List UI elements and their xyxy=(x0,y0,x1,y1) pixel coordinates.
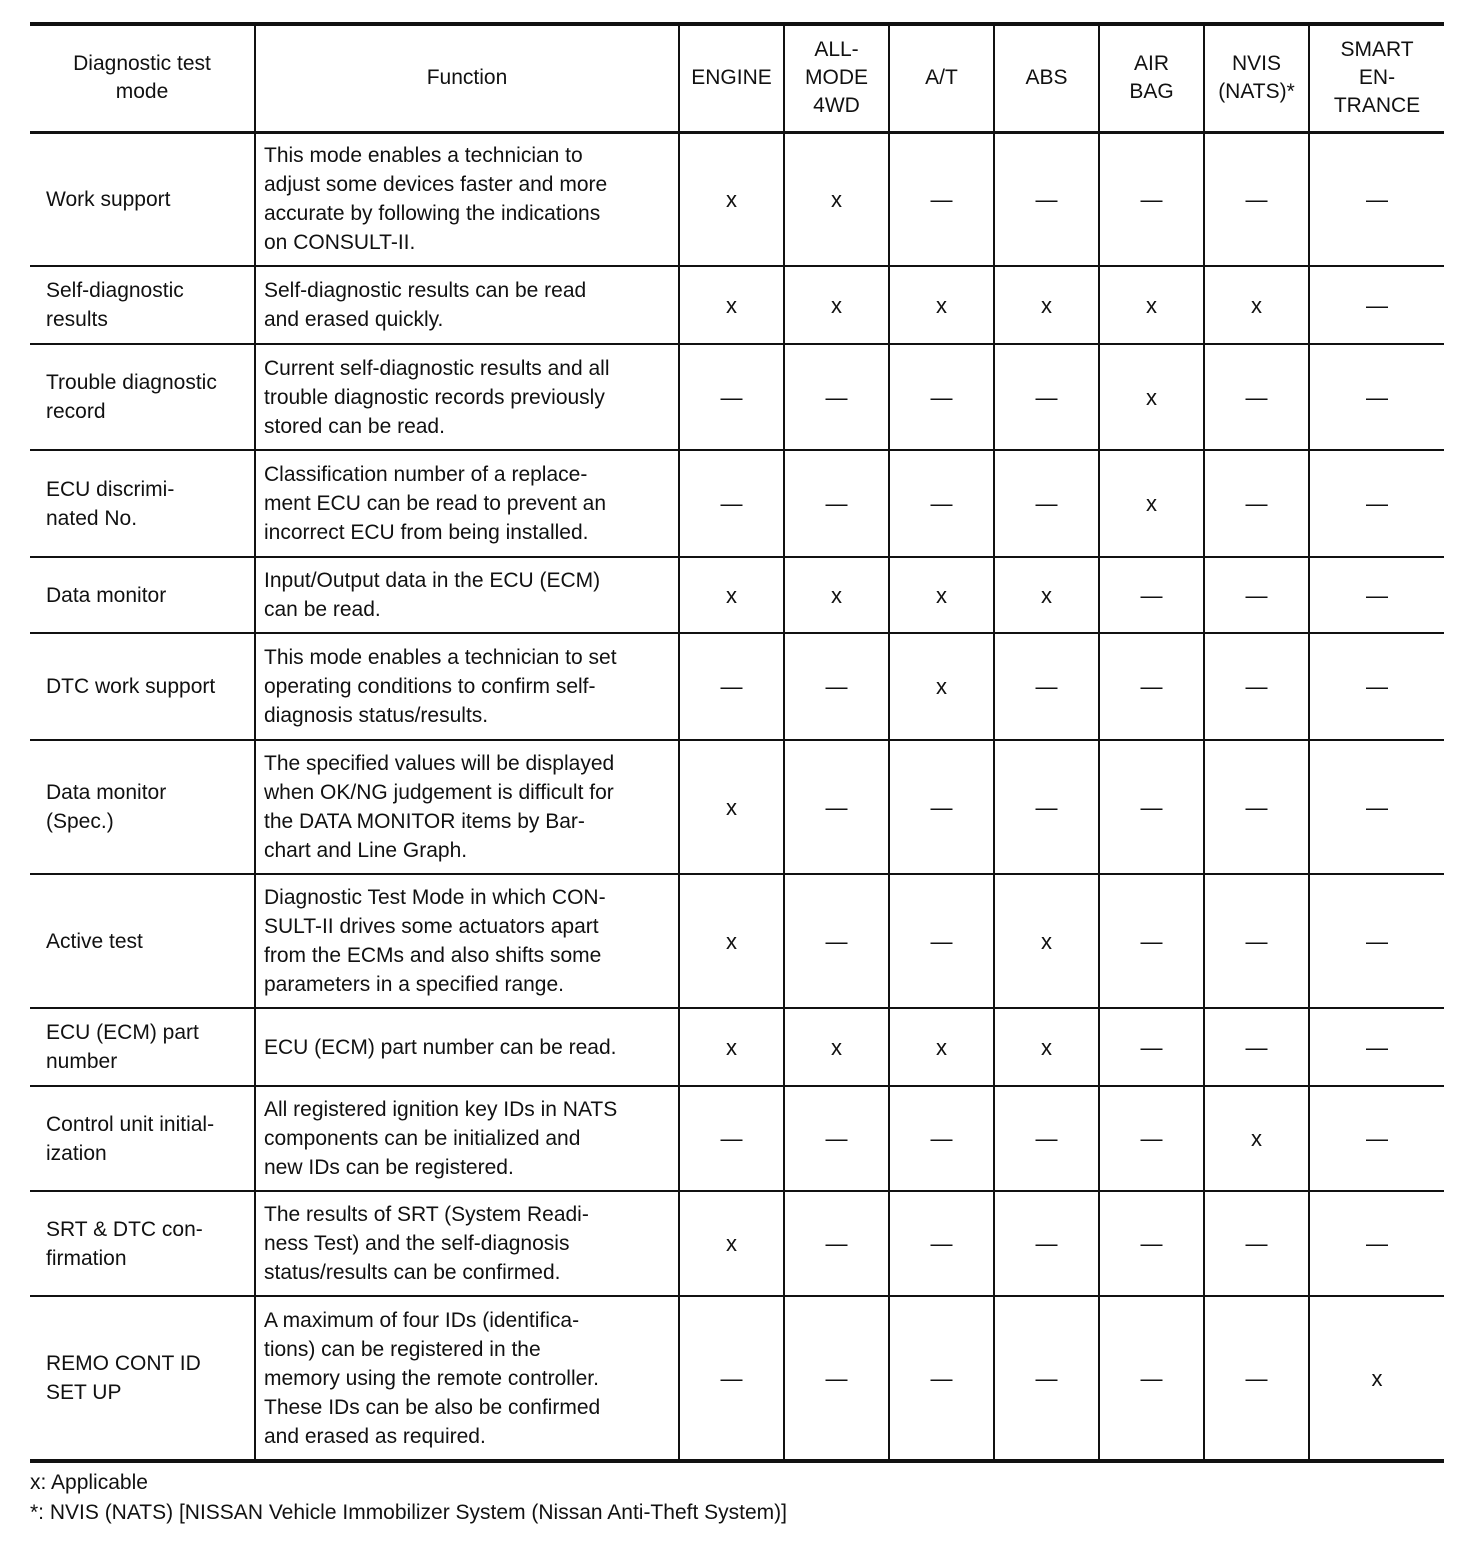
footnotes xyxy=(30,1468,787,1528)
mark-cell-smart-entrance: — xyxy=(1309,266,1444,344)
table-row xyxy=(30,1086,1444,1191)
mark-cell-at: x xyxy=(889,1008,994,1086)
mark-cell-abs: — xyxy=(994,1191,1099,1296)
footnote-applicable: x: Applicable xyxy=(30,1471,148,1494)
mark-cell-air-bag: x xyxy=(1099,266,1204,344)
mark-cell-engine: x xyxy=(679,1191,784,1296)
mark-cell-engine: — xyxy=(679,344,784,450)
function-cell: This mode enables a technician to set operating conditions to confirm self- diagnosis status/results. xyxy=(255,633,679,740)
mark-cell-abs: — xyxy=(994,344,1099,450)
mark-cell-at: — xyxy=(889,1191,994,1296)
mark-cell-air-bag: x xyxy=(1099,450,1204,557)
mark-cell-engine: — xyxy=(679,450,784,557)
mark-cell-nvis-nats: — xyxy=(1204,874,1309,1008)
header-engine: ENGINE xyxy=(679,24,784,132)
mark-cell-nvis-nats: x xyxy=(1204,266,1309,344)
mark-cell-abs: x xyxy=(994,1008,1099,1086)
mark-cell-nvis-nats: x xyxy=(1204,1086,1309,1191)
mark-cell-all-mode-4wd: — xyxy=(784,740,889,874)
mark-cell-smart-entrance: x xyxy=(1309,1296,1444,1461)
mark-cell-at: — xyxy=(889,874,994,1008)
mark-cell-engine: x xyxy=(679,132,784,266)
mode-cell: Work support xyxy=(30,132,255,266)
mark-cell-smart-entrance: — xyxy=(1309,557,1444,633)
mark-cell-engine: x xyxy=(679,740,784,874)
mark-cell-at: x xyxy=(889,266,994,344)
mark-cell-abs: — xyxy=(994,633,1099,740)
table-row xyxy=(30,633,1444,740)
mark-cell-air-bag: x xyxy=(1099,344,1204,450)
mark-cell-abs: — xyxy=(994,450,1099,557)
mark-cell-engine: — xyxy=(679,1296,784,1461)
function-cell: Classification number of a replace- ment ECU can be read to prevent an incorrect ECU from being installed. xyxy=(255,450,679,557)
function-cell: Self-diagnostic results can be read and erased quickly. xyxy=(255,266,679,344)
table-body xyxy=(30,132,1444,1461)
mark-cell-abs: — xyxy=(994,132,1099,266)
mark-cell-abs: — xyxy=(994,740,1099,874)
table-row xyxy=(30,874,1444,1008)
footnote-nvis: *: NVIS (NATS) [NISSAN Vehicle Immobilizer System (Nissan Anti-Theft System)] xyxy=(30,1501,787,1524)
mark-cell-all-mode-4wd: — xyxy=(784,1086,889,1191)
mark-cell-smart-entrance: — xyxy=(1309,1086,1444,1191)
header-at: A/T xyxy=(889,24,994,132)
mode-cell: REMO CONT ID SET UP xyxy=(30,1296,255,1461)
mark-cell-engine: x xyxy=(679,266,784,344)
mark-cell-abs: — xyxy=(994,1086,1099,1191)
mark-cell-engine: x xyxy=(679,1008,784,1086)
mark-cell-at: — xyxy=(889,1296,994,1461)
mode-cell: Active test xyxy=(30,874,255,1008)
mark-cell-air-bag: — xyxy=(1099,1191,1204,1296)
table-row xyxy=(30,1191,1444,1296)
header-nvis-nats: NVIS (NATS)* xyxy=(1204,24,1309,132)
diagnostic-mode-table-container xyxy=(30,22,1444,1463)
mark-cell-engine: x xyxy=(679,557,784,633)
table-row xyxy=(30,450,1444,557)
function-cell: A maximum of four IDs (identifica- tions) can be registered in the memory using the remote controller. These IDs can be also be confirmed and erased as required. xyxy=(255,1296,679,1461)
mark-cell-abs: x xyxy=(994,557,1099,633)
mode-cell: ECU (ECM) part number xyxy=(30,1008,255,1086)
mark-cell-engine: x xyxy=(679,874,784,1008)
mark-cell-nvis-nats: — xyxy=(1204,1296,1309,1461)
mark-cell-engine: — xyxy=(679,633,784,740)
table-row xyxy=(30,344,1444,450)
mark-cell-smart-entrance: — xyxy=(1309,1191,1444,1296)
mode-cell: Control unit initial- ization xyxy=(30,1086,255,1191)
function-cell: This mode enables a technician to adjust some devices faster and more accurate by following the indications on CONSULT-II. xyxy=(255,132,679,266)
mark-cell-smart-entrance: — xyxy=(1309,132,1444,266)
function-cell: Input/Output data in the ECU (ECM) can be read. xyxy=(255,557,679,633)
table-header-row xyxy=(30,24,1444,132)
mark-cell-nvis-nats: — xyxy=(1204,740,1309,874)
mark-cell-abs: x xyxy=(994,266,1099,344)
mark-cell-air-bag: — xyxy=(1099,557,1204,633)
mark-cell-smart-entrance: — xyxy=(1309,740,1444,874)
function-cell: The specified values will be displayed when OK/NG judgement is difficult for the DATA MONITOR items by Bar- chart and Line Graph. xyxy=(255,740,679,874)
mark-cell-at: — xyxy=(889,344,994,450)
mode-cell: DTC work support xyxy=(30,633,255,740)
mark-cell-at: — xyxy=(889,132,994,266)
mode-cell: Self-diagnostic results xyxy=(30,266,255,344)
mark-cell-air-bag: — xyxy=(1099,132,1204,266)
mark-cell-at: — xyxy=(889,450,994,557)
mark-cell-all-mode-4wd: — xyxy=(784,633,889,740)
mark-cell-smart-entrance: — xyxy=(1309,633,1444,740)
table-row xyxy=(30,266,1444,344)
mark-cell-at: x xyxy=(889,633,994,740)
header-diagnostic-test-mode: Diagnostic test mode xyxy=(30,24,255,132)
mark-cell-air-bag: — xyxy=(1099,740,1204,874)
table-row xyxy=(30,1296,1444,1461)
header-all-mode-4wd: ALL- MODE 4WD xyxy=(784,24,889,132)
mark-cell-nvis-nats: — xyxy=(1204,344,1309,450)
mark-cell-nvis-nats: — xyxy=(1204,557,1309,633)
mark-cell-air-bag: — xyxy=(1099,1086,1204,1191)
table-row xyxy=(30,132,1444,266)
mark-cell-nvis-nats: — xyxy=(1204,1008,1309,1086)
header-air-bag: AIR BAG xyxy=(1099,24,1204,132)
header-function: Function xyxy=(255,24,679,132)
function-cell: Diagnostic Test Mode in which CON- SULT-II drives some actuators apart from the ECMs and also shifts some parameters in a specified range. xyxy=(255,874,679,1008)
function-cell: Current self-diagnostic results and all trouble diagnostic records previously stored can be read. xyxy=(255,344,679,450)
mark-cell-all-mode-4wd: x xyxy=(784,557,889,633)
mode-cell: ECU discrimi- nated No. xyxy=(30,450,255,557)
function-cell: All registered ignition key IDs in NATS components can be initialized and new IDs can be registered. xyxy=(255,1086,679,1191)
mark-cell-all-mode-4wd: — xyxy=(784,1191,889,1296)
diagnostic-mode-table xyxy=(30,22,1444,1463)
mark-cell-all-mode-4wd: x xyxy=(784,132,889,266)
mark-cell-all-mode-4wd: — xyxy=(784,344,889,450)
mark-cell-nvis-nats: — xyxy=(1204,1191,1309,1296)
mark-cell-at: — xyxy=(889,740,994,874)
mark-cell-nvis-nats: — xyxy=(1204,633,1309,740)
header-smart-entrance: SMART EN- TRANCE xyxy=(1309,24,1444,132)
mark-cell-abs: x xyxy=(994,874,1099,1008)
mark-cell-air-bag: — xyxy=(1099,633,1204,740)
table-row xyxy=(30,1008,1444,1086)
mark-cell-air-bag: — xyxy=(1099,1296,1204,1461)
mark-cell-engine: — xyxy=(679,1086,784,1191)
mark-cell-at: — xyxy=(889,1086,994,1191)
table-row xyxy=(30,557,1444,633)
mark-cell-all-mode-4wd: x xyxy=(784,266,889,344)
mark-cell-all-mode-4wd: — xyxy=(784,450,889,557)
mode-cell: Data monitor xyxy=(30,557,255,633)
mark-cell-smart-entrance: — xyxy=(1309,874,1444,1008)
mark-cell-at: x xyxy=(889,557,994,633)
function-cell: ECU (ECM) part number can be read. xyxy=(255,1008,679,1086)
mark-cell-abs: — xyxy=(994,1296,1099,1461)
mark-cell-all-mode-4wd: x xyxy=(784,1008,889,1086)
mode-cell: Data monitor (Spec.) xyxy=(30,740,255,874)
mode-cell: Trouble diagnostic record xyxy=(30,344,255,450)
mode-cell: SRT & DTC con- firmation xyxy=(30,1191,255,1296)
mark-cell-smart-entrance: — xyxy=(1309,1008,1444,1086)
function-cell: The results of SRT (System Readi- ness Test) and the self-diagnosis status/results can be confirmed. xyxy=(255,1191,679,1296)
table-row xyxy=(30,740,1444,874)
mark-cell-smart-entrance: — xyxy=(1309,450,1444,557)
mark-cell-air-bag: — xyxy=(1099,1008,1204,1086)
header-abs: ABS xyxy=(994,24,1099,132)
mark-cell-smart-entrance: — xyxy=(1309,344,1444,450)
mark-cell-air-bag: — xyxy=(1099,874,1204,1008)
mark-cell-all-mode-4wd: — xyxy=(784,1296,889,1461)
mark-cell-nvis-nats: — xyxy=(1204,132,1309,266)
mark-cell-nvis-nats: — xyxy=(1204,450,1309,557)
mark-cell-all-mode-4wd: — xyxy=(784,874,889,1008)
